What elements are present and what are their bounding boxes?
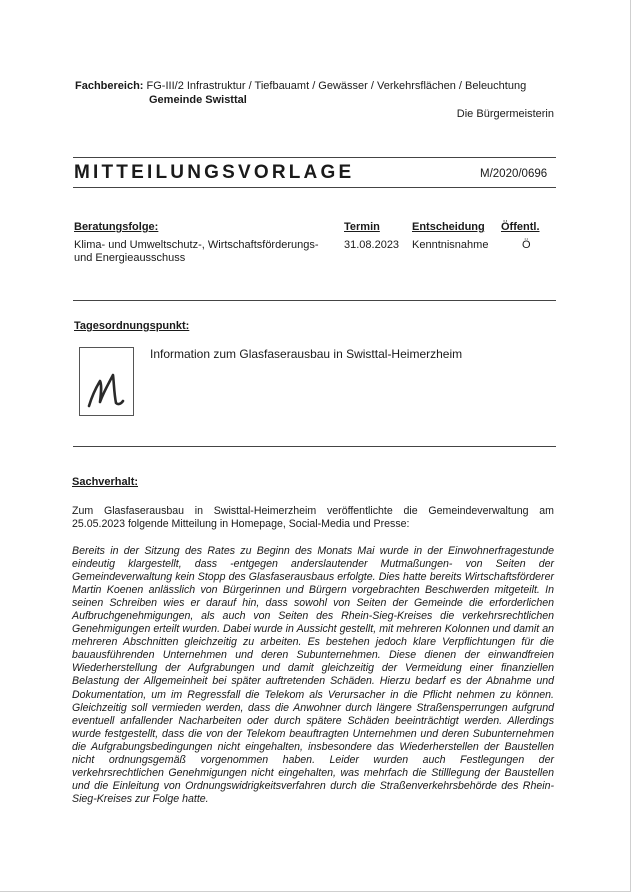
fachbereich-value: FG-III/2 Infrastruktur / Tiefbauamt / Gewässer / Verkehrsflächen / Beleuchtung xyxy=(146,80,527,92)
entscheidung-heading: Entscheidung xyxy=(412,221,485,233)
signature-mark-icon xyxy=(80,348,133,415)
tagesordnung-heading: Tagesordnungspunkt: xyxy=(74,320,190,332)
gremium-line-1: Klima- und Umweltschutz-, Wirtschaftsförderungs- xyxy=(74,239,319,251)
oeffentl-heading: Öffentl. xyxy=(501,221,540,233)
beratungsfolge-heading: Beratungsfolge: xyxy=(74,221,159,233)
termin-heading: Termin xyxy=(344,221,380,233)
gremium-line-2: und Energieausschuss xyxy=(74,252,186,264)
buergermeisterin-label: Die Bürgermeisterin xyxy=(456,108,554,120)
sachverhalt-quote: Bereits in der Sitzung des Rates zu Beginn des Monats Mai wurde in der Einwohnerfragestunde eindeutig klargestellt, dass -entgegen anderslautender Mutmaßungen- von Seiten der Gemeindeverwaltung kein Stopp des Glasfaserausbaus erfolgte. Dies hatte bereits Wirtschaftsförderer Martin Koenen anlässlich von Bürgerinnen und Bürgern vorgebrachten Beschwerden mitgeteilt. In seinen Schreiben wies er darauf hin, dass sowohl von Seiten der Gemeinde die erforderlichen Aufbruchgenehmigungen, als auch von Seiten des Rhein-Sieg-Kreises die verkehrsrechtlichen Genehmigungen erteilt wurden. Dabei wurde in Aussicht gestellt, mit mehreren Kolonnen und damit an mehreren Abschnitten gleichzeitig zu arbeiten. Es bestehen jedoch klare Verpflichtungen für die bauausführenden Unternehmen und deren Subunternehmen. Diese dienen der einwandfreien Wiederherstellung der Aufgrabungen und damit gleichzeitig der Vermeidung einer finanziellen Belastung der Allgemeinheit bei später auftretenden Schäden. Hierzu bedarf es der Abnahme und Dokumentation, um im Regressfall die Telekom als Verursacher in die Pflicht nehmen zu können. Gleichzeitig soll vermieden werden, dass die Anwohner durch längere Straßensperrungen aufgrund eventuell anfallender Nacharbeiten oder durch spätere Schäden beeinträchtigt werden. Allerdings wurde festgestellt, dass die von der Telekom beauftragten Unternehmen und deren Subunternehmen die Aufgrabungsbedingungen nicht eingehalten, insbesondere das Wiederherstellen der Baustellen nicht ordnungsgemäß vorgenommen haben. Leider wurden auch Festlegungen der verkehrsrechtlichen Genehmigungen nicht eingehalten, was mehrfach die Stilllegung der Baustellen und die Einleitung von Ordnungswidrigkeitsverfahren durch die Straßenverkehrsbehörde des Rhein-Sieg-Kreises zur Folge hatte. xyxy=(72,545,554,805)
sachverhalt-heading: Sachverhalt: xyxy=(72,476,139,488)
title-top-rule xyxy=(73,157,556,158)
gemeinde-name: Gemeinde Swisttal xyxy=(149,94,247,106)
sachverhalt-intro: Zum Glasfaserausbau in Swisttal-Heimerzheim veröffentlichte die Gemeindeverwaltung am 25.05.2023 folgende Mitteilung in Homepage, Social-Media und Presse: xyxy=(72,505,554,531)
document-number: M/2020/0696 xyxy=(480,168,548,180)
document-type-title: MITTEILUNGSVORLAGE xyxy=(74,162,355,183)
entscheidung-value: Kenntnisnahme xyxy=(412,239,489,251)
section-rule-2 xyxy=(73,446,556,447)
section-rule-1 xyxy=(73,300,556,301)
signature-box xyxy=(79,347,134,416)
fachbereich-label: Fachbereich: xyxy=(75,80,144,92)
oeffentl-value: Ö xyxy=(522,239,531,251)
fachbereich-line xyxy=(75,80,565,93)
title-bottom-rule xyxy=(73,187,556,188)
termin-value: 31.08.2023 xyxy=(344,239,400,251)
tagesordnung-text: Information zum Glasfaserausbau in Swisttal-Heimerzheim xyxy=(150,347,463,361)
